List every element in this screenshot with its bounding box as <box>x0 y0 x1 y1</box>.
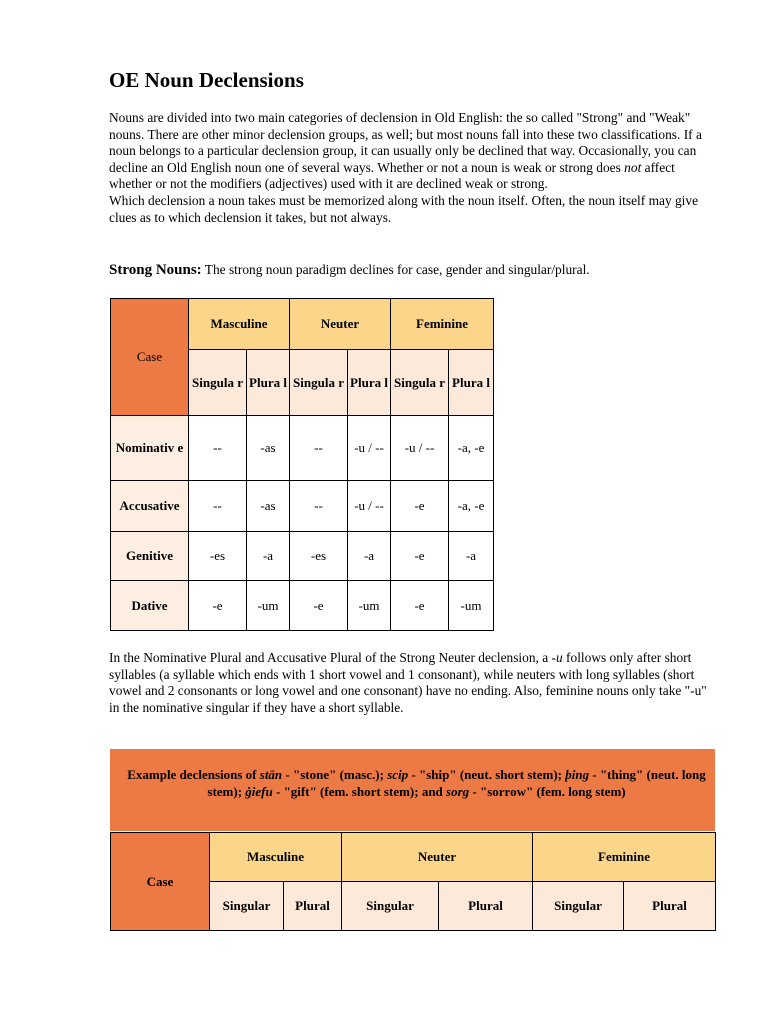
number-header: Singular <box>533 882 624 931</box>
emphasis-not: not <box>624 159 642 175</box>
number-header: Plura l <box>449 350 494 416</box>
row-header-nominative: Nominativ e <box>111 416 189 481</box>
gender-header-feminine: Feminine <box>391 299 494 350</box>
row-header-genitive: Genitive <box>111 532 189 581</box>
number-header: Plural <box>624 882 716 931</box>
table-cell: -um <box>449 581 494 631</box>
table-cell: -- <box>290 416 348 481</box>
table-cell: -- <box>290 481 348 532</box>
strong-nouns-label: Strong Nouns: <box>109 262 202 278</box>
table-cell: -e <box>391 581 449 631</box>
number-header: Plural <box>284 882 342 931</box>
example-declensions-banner <box>110 749 715 831</box>
neuter-note: In the Nominative Plural and Accusative Plural of the Strong Neuter declension, a -u follows only after short syllables (a syllable which ends with 1 short vowel and 1 consonant), while neuters with long syllables (short vowel and 2 consonants or long vowel and one consonant) have no ending. Also, feminine nouns only take "-u" in the nominative singular if they have a short syllable. <box>109 650 707 715</box>
table-cell: -- <box>189 416 247 481</box>
table-cell: -a, -e <box>449 416 494 481</box>
table-cell: -e <box>391 532 449 581</box>
table-cell: -e <box>189 581 247 631</box>
banner-text: Example declensions of stān - "stone" (masc.); scip - "ship" (neut. short stem); þing - "thing" (neut. long stem); ġiefu - "gift" (fem. short stem); and sorg - "sorrow" (fem. long stem) <box>127 767 706 799</box>
gender-header-neuter: Neuter <box>342 833 533 882</box>
table-cell: -um <box>348 581 391 631</box>
word-giefu: ġiefu <box>245 784 273 799</box>
word-sorg: sorg <box>446 784 470 799</box>
number-header: Singular <box>342 882 439 931</box>
table-cell: -- <box>189 481 247 532</box>
table-cell: -u / -- <box>348 481 391 532</box>
table-cell: -a <box>449 532 494 581</box>
number-header: Singula r <box>189 350 247 416</box>
gender-header-masculine: Masculine <box>210 833 342 882</box>
table-cell: -as <box>247 416 290 481</box>
table-cell: -es <box>290 532 348 581</box>
number-header: Singula r <box>391 350 449 416</box>
example-declension-table <box>110 832 716 931</box>
strong-nouns-intro <box>109 262 590 279</box>
word-scip: scip <box>387 767 409 782</box>
table-cell: -as <box>247 481 290 532</box>
table-cell: -u / -- <box>391 416 449 481</box>
table-cell: -u / -- <box>348 416 391 481</box>
intro-paragraph-1: Nouns are divided into two main categories of declension in Old English: the so called "Strong" and "Weak" nouns. There are other minor declension groups, as well; but most nouns fall into these two classifications. If a noun belongs to a particular declension group, it can usually only be declined that way. Occasionally, you can decline an Old English noun one of several ways. Whether or not a noun is weak or strong does not affect whether or not the modifiers (adjectives) used with it are declined weak or strong. <box>109 110 702 192</box>
table-cell: -a <box>247 532 290 581</box>
number-header: Plura l <box>348 350 391 416</box>
table-row <box>111 481 494 532</box>
strong-nouns-text: The strong noun paradigm declines for case, gender and singular/plural. <box>201 262 590 277</box>
table-row <box>111 416 494 481</box>
number-header: Plural <box>439 882 533 931</box>
strong-noun-table <box>110 298 494 631</box>
intro-paragraph-2: Which declension a noun takes must be memorized along with the noun itself. Often, the noun itself may give clues as to which declension it takes, but not always. <box>109 192 699 225</box>
intro-text <box>109 110 714 226</box>
gender-header-neuter: Neuter <box>290 299 391 350</box>
table-cell: -a, -e <box>449 481 494 532</box>
table-cell: -a <box>348 532 391 581</box>
case-header: Case <box>111 299 189 416</box>
table-row <box>111 581 494 631</box>
case-header: Case <box>111 833 210 931</box>
gender-header-feminine: Feminine <box>533 833 716 882</box>
table-cell: -e <box>290 581 348 631</box>
page-title: OE Noun Declensions <box>109 68 304 92</box>
gender-header-masculine: Masculine <box>189 299 290 350</box>
number-header: Plura l <box>247 350 290 416</box>
row-header-dative: Dative <box>111 581 189 631</box>
number-header: Singula r <box>290 350 348 416</box>
row-header-accusative: Accusative <box>111 481 189 532</box>
emphasis-u: u <box>555 650 563 665</box>
number-header: Singular <box>210 882 284 931</box>
word-stan: stān <box>259 767 283 782</box>
table-cell: -e <box>391 481 449 532</box>
table-cell: -um <box>247 581 290 631</box>
table-cell: -es <box>189 532 247 581</box>
table-row <box>111 532 494 581</box>
word-thing: þing <box>565 767 590 782</box>
